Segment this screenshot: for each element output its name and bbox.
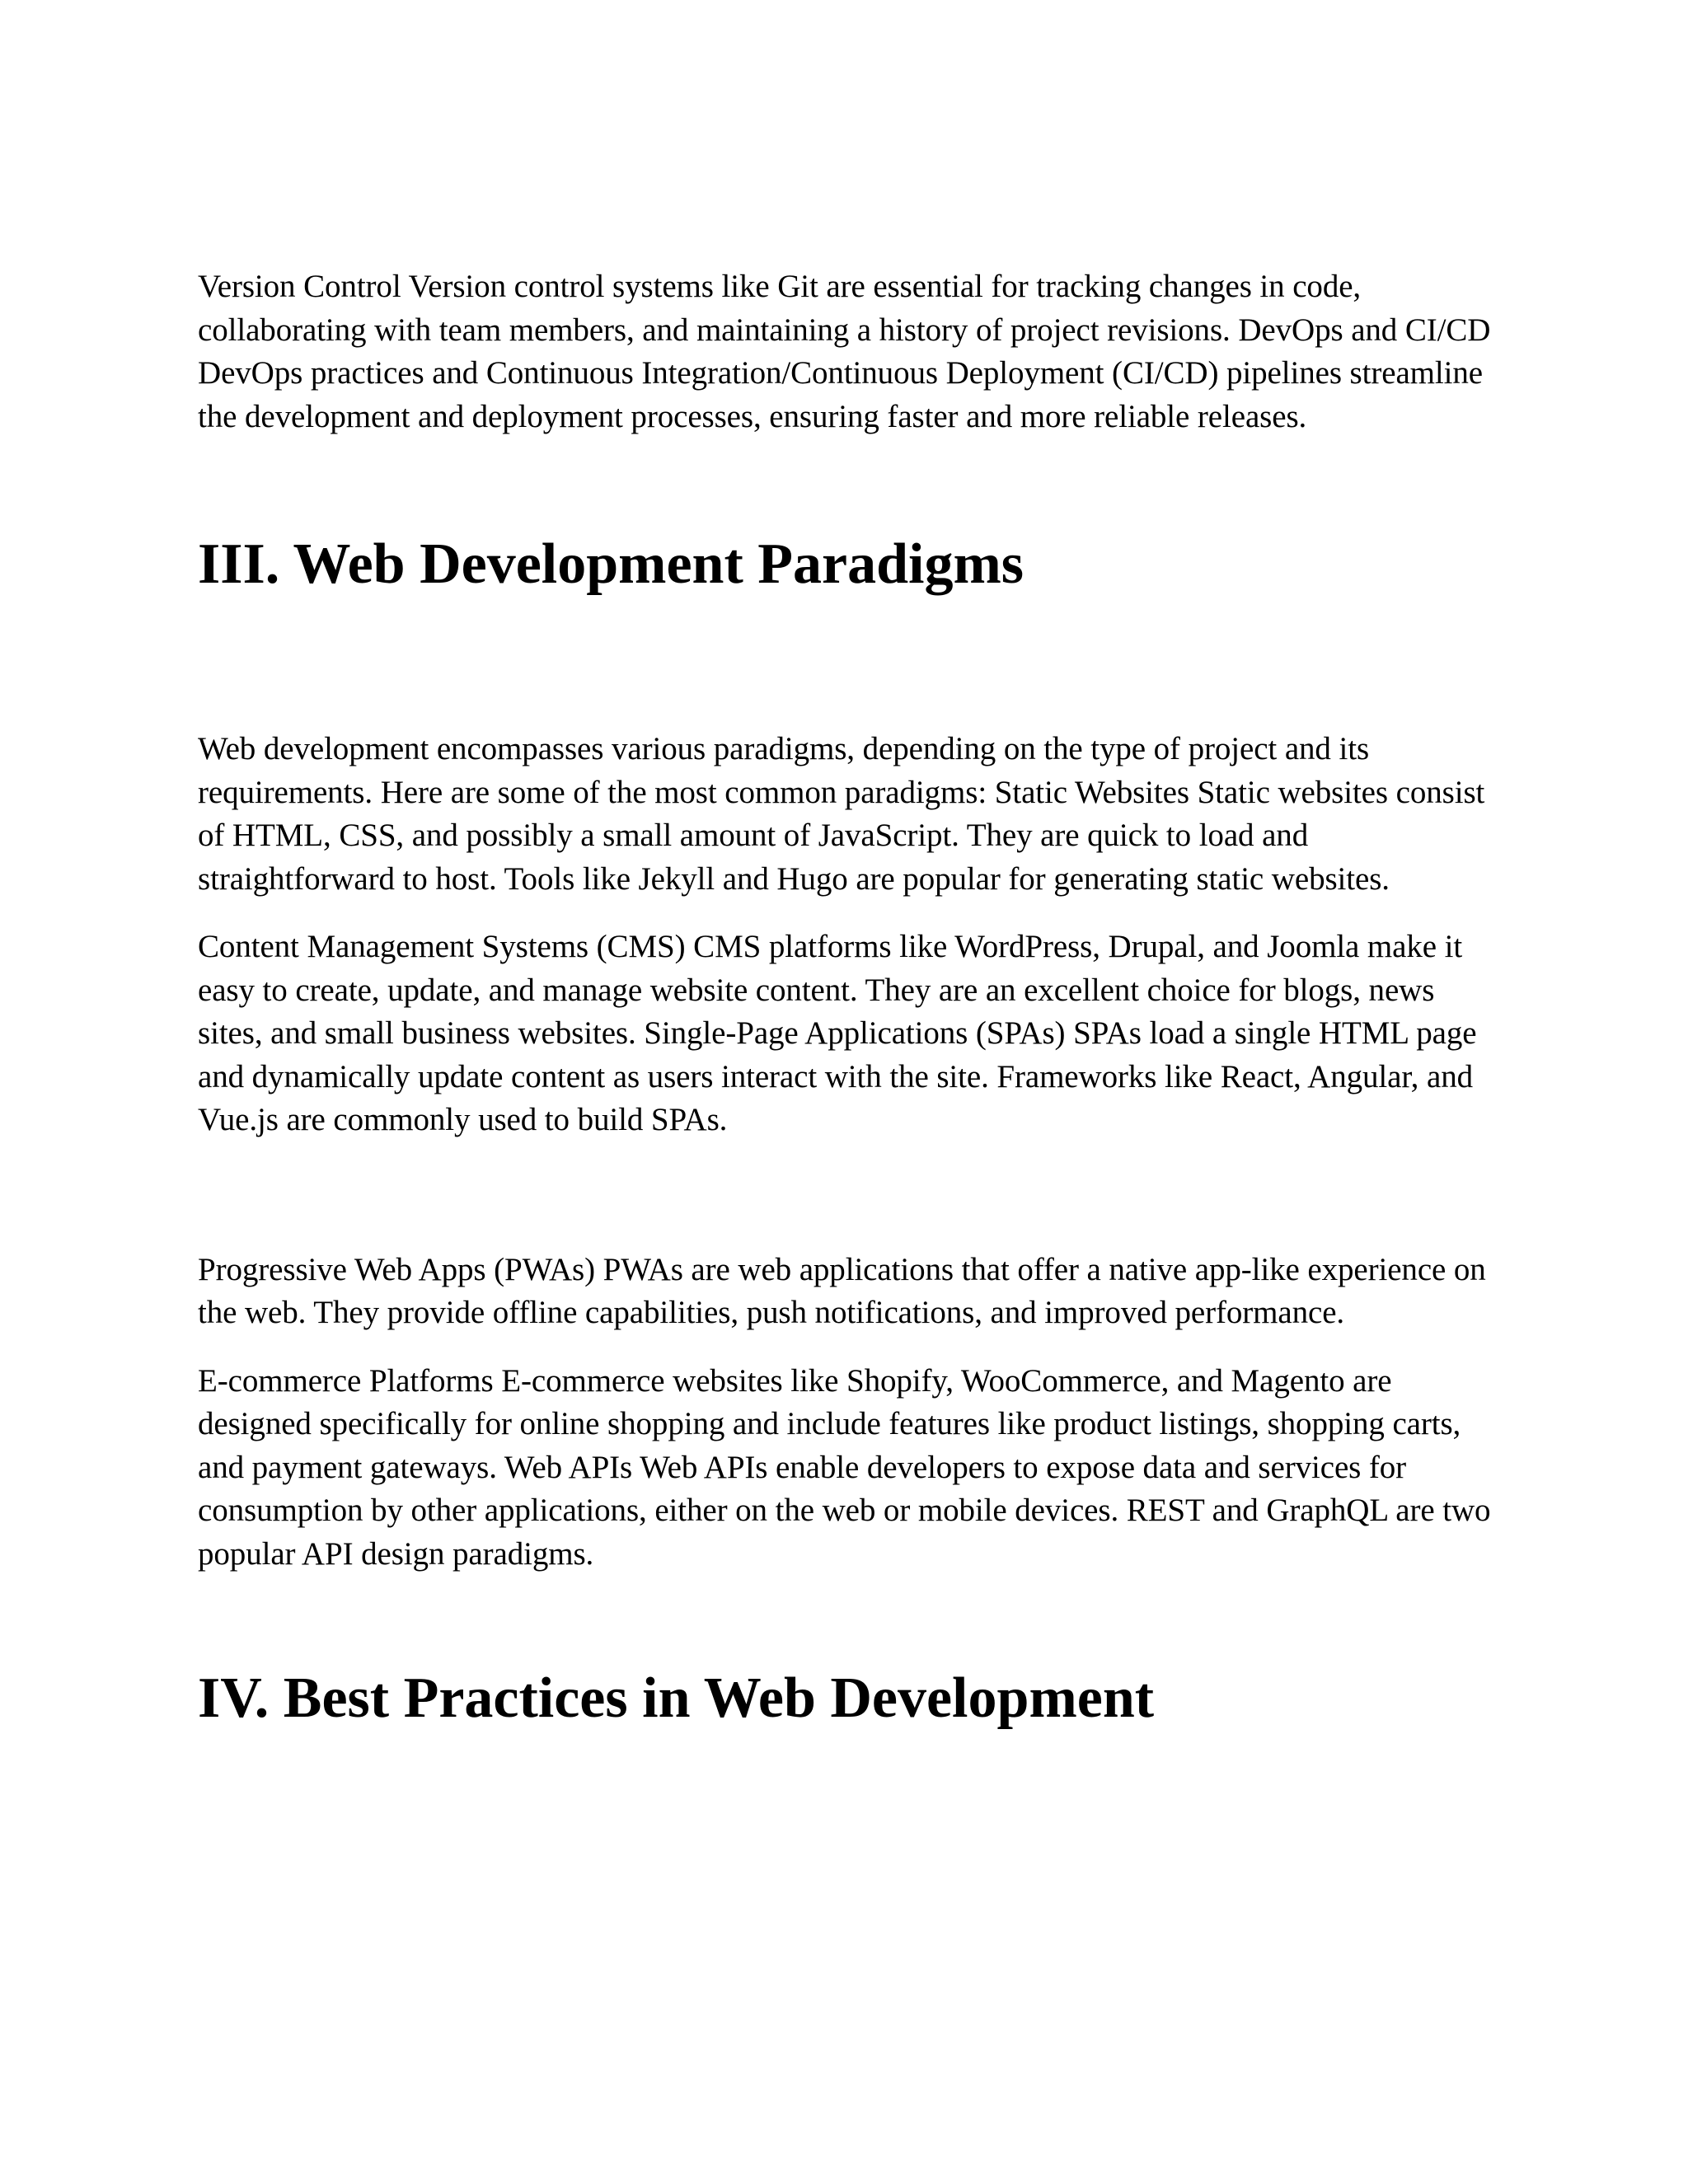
section-heading-best-practices: IV. Best Practices in Web Development bbox=[198, 1666, 1155, 1730]
document-body bbox=[198, 265, 1500, 1733]
paragraph-cms-spa: Content Management Systems (CMS) CMS platforms like WordPress, Drupal, and Joomla make it easy to create, update, and manage website content. They are an excellent choice for blogs, news sites, and small business websites. Single-Page Applications (SPAs) SPAs load a single HTML page and dynamically update content as users interact with the site. Frameworks like React, Angular, and Vue.js are commonly used to build SPAs. bbox=[198, 929, 1477, 1137]
paragraph-ecommerce-apis: E-commerce Platforms E-commerce websites like Shopify, WooCommerce, and Magento are designed specifically for online shopping and include features like product listings, shopping carts, and payment gateways. Web APIs Web APIs enable developers to expose data and services for consumption by other applications, either on the web or mobile devices. REST and GraphQL are two popular API design paradigms. bbox=[198, 1362, 1491, 1572]
paragraph-version-control: Version Control Version control systems like Git are essential for tracking changes in code, collaborating with team members, and maintaining a history of project revisions. DevOps and CI/CD DevOps practices and Continuous Integration/Continuous Deployment (CI/CD) pipelines streamline the development and deployment processes, ensuring faster and more reliable releases. bbox=[198, 269, 1491, 434]
paragraph-pwa: Progressive Web Apps (PWAs) PWAs are web applications that offer a native app-like experience on the web. They provide offline capabilities, push notifications, and improved performance. bbox=[198, 1251, 1486, 1330]
section-heading-web-development-paradigms: III. Web Development Paradigms bbox=[198, 532, 1025, 596]
paragraph-static-websites: Web development encompasses various paradigms, depending on the type of project and its requirements. Here are some of the most common paradigms: Static Websites Static websites consist of HTML, CSS, and possibly a small amount of JavaScript. They are quick to load and straightforward to host. Tools like Jekyll and Hugo are popular for generating static websites. bbox=[198, 731, 1485, 897]
